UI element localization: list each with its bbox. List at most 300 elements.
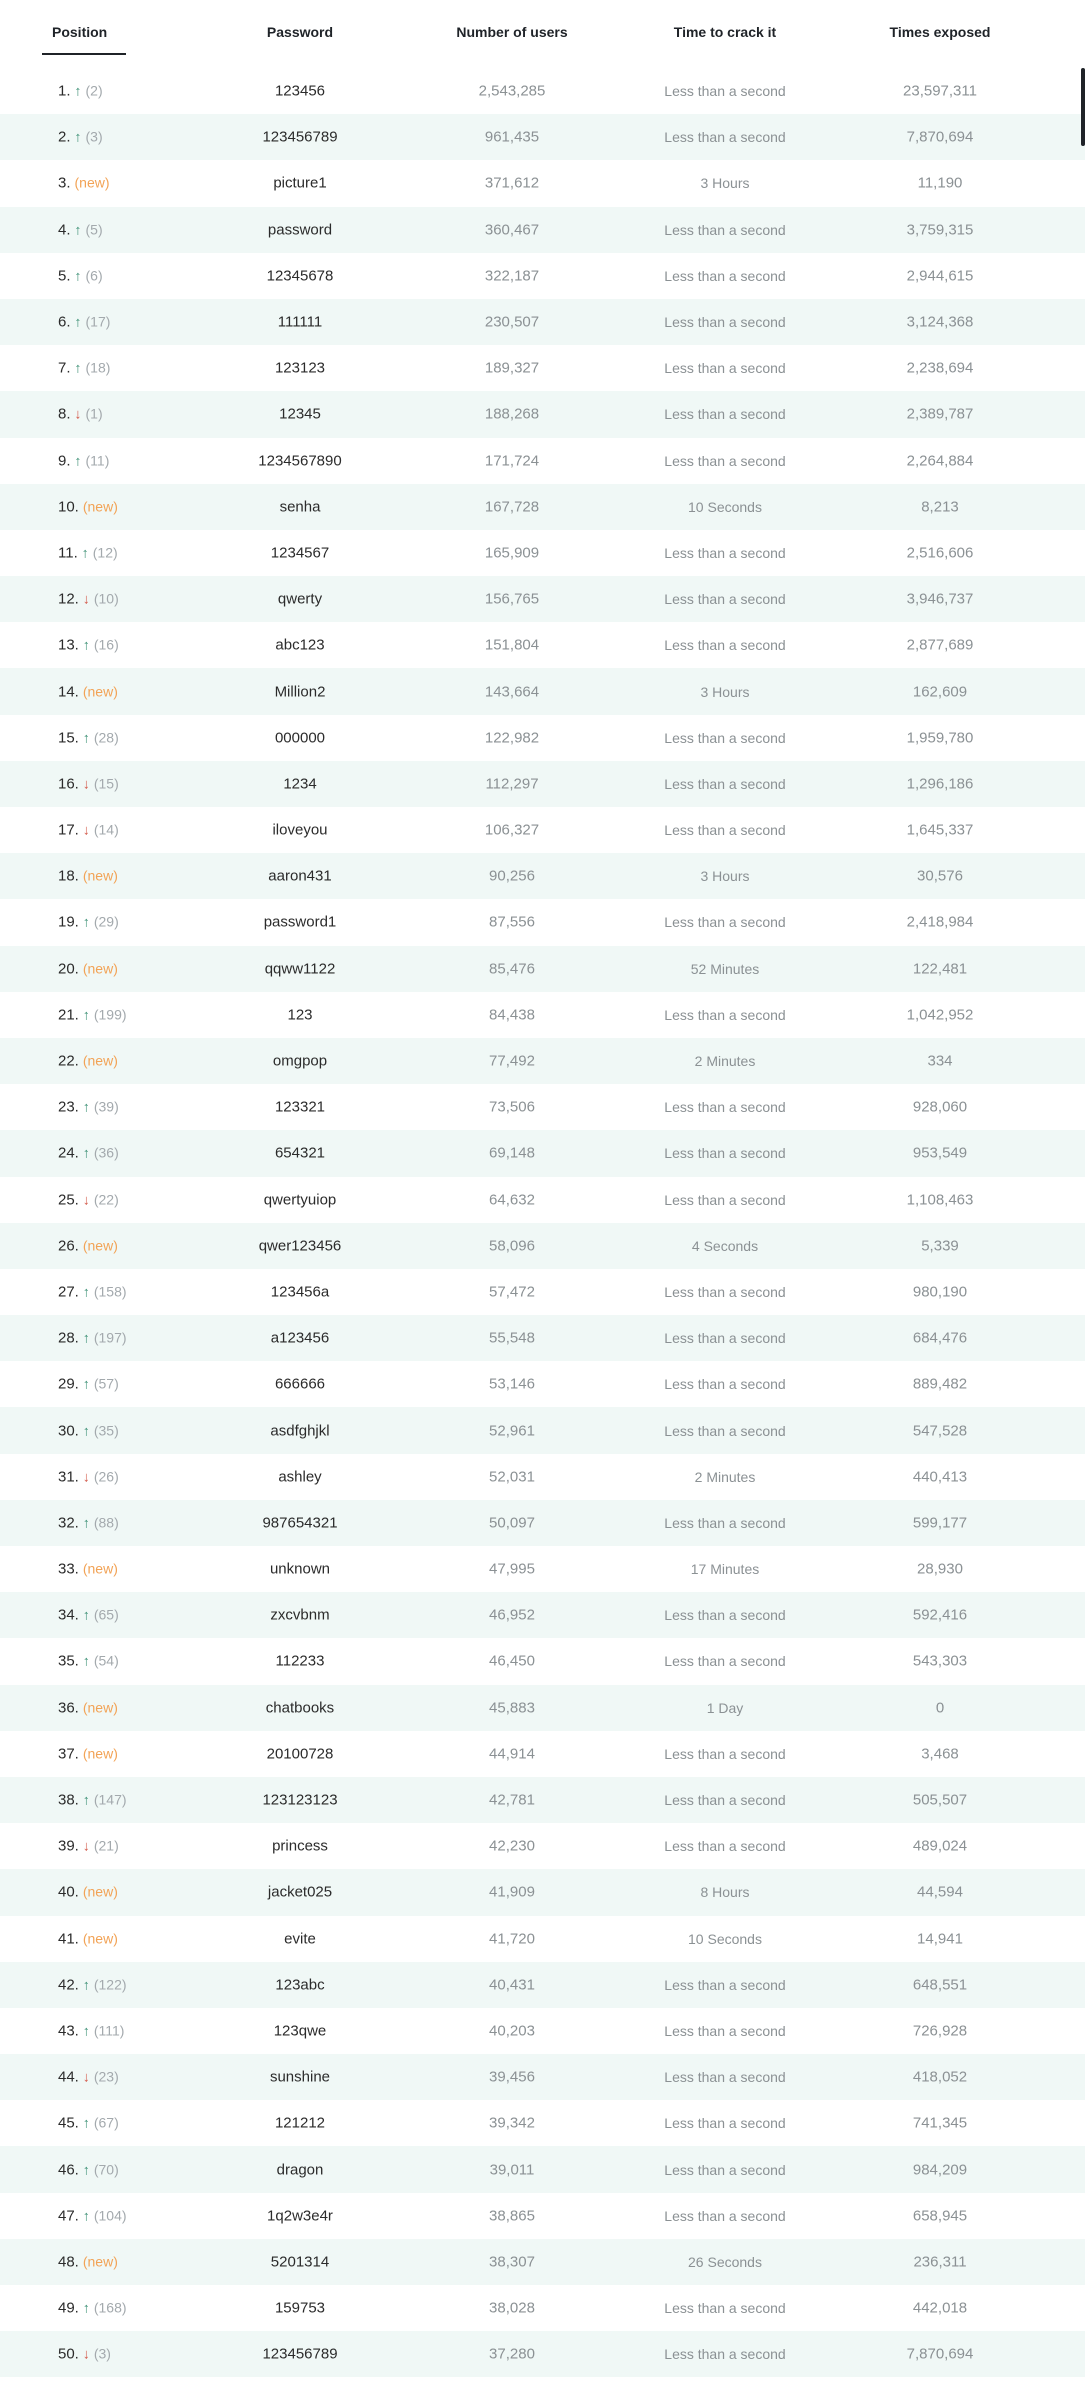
users-cell: 45,883 <box>489 1699 535 1717</box>
arrow-up-icon: ↑ <box>82 1329 90 1346</box>
previous-position: (11) <box>85 452 110 469</box>
password-cell: iloveyou <box>272 821 328 839</box>
table-row <box>0 1731 1085 1777</box>
position-cell <box>58 360 138 377</box>
users-cell: 38,307 <box>489 2253 535 2271</box>
times-exposed-cell: 2,389,787 <box>906 405 974 423</box>
password-cell: qwertyuiop <box>263 1191 337 1209</box>
password-cell: qwer123456 <box>258 1237 342 1255</box>
position-cell <box>58 1745 138 1762</box>
position-cell <box>58 1330 138 1347</box>
new-entry-badge: (new) <box>82 867 118 884</box>
time-to-crack-cell: 52 Minutes <box>690 960 760 977</box>
table-row <box>0 761 1085 807</box>
users-cell: 37,280 <box>489 2345 535 2363</box>
users-cell: 371,612 <box>484 174 540 192</box>
users-cell: 90,256 <box>489 867 535 885</box>
table-row <box>0 391 1085 437</box>
arrow-up-icon: ↑ <box>74 128 82 145</box>
times-exposed-cell: 3,124,368 <box>906 313 974 331</box>
column-header-users[interactable]: Number of users <box>456 24 568 40</box>
position-number: 12. <box>58 590 79 608</box>
table-row <box>0 2193 1085 2239</box>
times-exposed-cell: 741,345 <box>912 2114 968 2132</box>
times-exposed-cell: 505,507 <box>912 1791 968 1809</box>
time-to-crack-cell: Less than a second <box>664 2115 786 2132</box>
table-row <box>0 207 1085 253</box>
previous-position: (197) <box>93 1329 127 1346</box>
times-exposed-cell: 30,576 <box>917 867 963 885</box>
rank-change <box>83 1838 119 1854</box>
position-number: 37. <box>58 1745 79 1763</box>
users-cell: 39,342 <box>489 2114 535 2132</box>
arrow-up-icon: ↑ <box>82 2207 90 2224</box>
previous-position: (5) <box>85 221 103 238</box>
position-number: 28. <box>58 1329 79 1347</box>
password-cell: ashley <box>278 1468 322 1486</box>
previous-position: (2) <box>85 82 103 99</box>
previous-position: (147) <box>93 1791 127 1808</box>
position-number: 10. <box>58 498 79 516</box>
rank-change <box>83 2346 111 2362</box>
times-exposed-cell: 889,482 <box>912 1375 968 1393</box>
table-row <box>0 668 1085 714</box>
table-row <box>0 1685 1085 1731</box>
previous-position: (111) <box>93 2022 125 2039</box>
table-row <box>0 807 1085 853</box>
position-number: 30. <box>58 1422 79 1440</box>
time-to-crack-cell: Less than a second <box>664 822 786 839</box>
arrow-down-icon: ↓ <box>82 1191 90 1208</box>
time-to-crack-cell: 3 Hours <box>700 868 750 885</box>
users-cell: 39,456 <box>489 2068 535 2086</box>
position-number: 8. <box>58 405 71 423</box>
users-cell: 42,230 <box>489 1837 535 1855</box>
new-entry-badge: (new) <box>82 1745 118 1762</box>
position-number: 39. <box>58 1837 79 1855</box>
table-row <box>0 1177 1085 1223</box>
previous-position: (10) <box>93 590 119 607</box>
position-number: 43. <box>58 2022 79 2040</box>
time-to-crack-cell: Less than a second <box>664 1514 786 1531</box>
rank-change <box>75 221 103 237</box>
previous-position: (122) <box>93 1976 127 1993</box>
users-cell: 230,507 <box>484 313 540 331</box>
table-row <box>0 484 1085 530</box>
previous-position: (168) <box>93 2299 127 2316</box>
previous-position: (16) <box>93 636 119 653</box>
position-cell <box>58 2346 138 2363</box>
time-to-crack-cell: Less than a second <box>664 1422 786 1439</box>
position-number: 47. <box>58 2207 79 2225</box>
column-header-position[interactable]: Position <box>52 24 108 40</box>
users-cell: 53,146 <box>489 1375 535 1393</box>
time-to-crack-cell: Less than a second <box>664 1376 786 1393</box>
arrow-up-icon: ↑ <box>82 1791 90 1808</box>
password-cell: qqww1122 <box>264 960 336 978</box>
users-cell: 171,724 <box>484 452 540 470</box>
users-cell: 46,450 <box>489 1652 535 1670</box>
arrow-up-icon: ↑ <box>74 82 82 99</box>
rank-change <box>75 83 103 99</box>
times-exposed-cell: 44,594 <box>917 1883 963 1901</box>
password-cell: 654321 <box>274 1144 326 1162</box>
arrow-up-icon: ↑ <box>82 2114 90 2131</box>
position-cell <box>58 1699 138 1716</box>
rank-change <box>83 1330 127 1346</box>
position-cell <box>58 868 138 885</box>
position-number: 34. <box>58 1606 79 1624</box>
position-cell <box>58 1930 138 1947</box>
previous-position: (22) <box>93 1191 119 1208</box>
rank-change <box>75 175 110 191</box>
table-row <box>0 2239 1085 2285</box>
position-number: 25. <box>58 1191 79 1209</box>
password-cell: 123456a <box>270 1283 330 1301</box>
password-cell: 111111 <box>277 313 323 331</box>
time-to-crack-cell: 3 Hours <box>700 683 750 700</box>
position-cell <box>58 2253 138 2270</box>
password-cell: 123123 <box>274 359 326 377</box>
password-cell: evite <box>284 1930 316 1948</box>
new-entry-badge: (new) <box>82 960 118 977</box>
position-cell <box>58 1145 138 1162</box>
previous-position: (39) <box>93 1098 119 1115</box>
times-exposed-cell: 7,870,694 <box>906 128 974 146</box>
position-number: 18. <box>58 867 79 885</box>
times-exposed-cell: 980,190 <box>912 1283 968 1301</box>
position-number: 19. <box>58 913 79 931</box>
rank-change <box>83 2300 127 2316</box>
arrow-up-icon: ↑ <box>74 359 82 376</box>
time-to-crack-cell: Less than a second <box>664 1145 786 1162</box>
position-number: 11. <box>58 544 78 562</box>
users-cell: 50,097 <box>489 1514 535 1532</box>
times-exposed-cell: 658,945 <box>912 2207 968 2225</box>
table-row <box>0 1592 1085 1638</box>
password-cell: 121212 <box>274 2114 326 2132</box>
table-row <box>0 1823 1085 1869</box>
table-row <box>0 1315 1085 1361</box>
arrow-up-icon: ↑ <box>74 452 82 469</box>
previous-position: (14) <box>93 821 119 838</box>
users-cell: 44,914 <box>489 1745 535 1763</box>
rank-change <box>83 1145 119 1161</box>
position-cell <box>58 1191 138 1208</box>
arrow-up-icon: ↑ <box>82 1976 90 1993</box>
times-exposed-cell: 984,209 <box>912 2161 968 2179</box>
position-number: 13. <box>58 636 79 654</box>
time-to-crack-cell: 8 Hours <box>700 1884 750 1901</box>
password-cell: 123456 <box>274 82 326 100</box>
rank-change <box>75 360 111 376</box>
time-to-crack-cell: Less than a second <box>664 1792 786 1809</box>
arrow-up-icon: ↑ <box>82 636 90 653</box>
position-cell <box>58 2161 138 2178</box>
users-cell: 38,028 <box>489 2299 535 2317</box>
arrow-down-icon: ↓ <box>82 1837 90 1854</box>
previous-position: (67) <box>93 2114 119 2131</box>
arrow-down-icon: ↓ <box>82 821 90 838</box>
password-cell: princess <box>272 1837 328 1855</box>
position-number: 35. <box>58 1652 79 1670</box>
times-exposed-cell: 547,528 <box>912 1422 968 1440</box>
users-cell: 85,476 <box>489 960 535 978</box>
password-cell: 123456789 <box>262 128 338 146</box>
table-row <box>0 899 1085 945</box>
rank-change <box>83 498 118 514</box>
times-exposed-cell: 162,609 <box>912 683 968 701</box>
users-cell: 52,961 <box>489 1422 535 1440</box>
arrow-up-icon: ↑ <box>81 544 89 561</box>
password-cell: 123123123 <box>262 1791 338 1809</box>
table-row <box>0 299 1085 345</box>
time-to-crack-cell: 3 Hours <box>700 175 750 192</box>
password-cell: 20100728 <box>266 1745 334 1763</box>
password-cell: 987654321 <box>262 1514 338 1532</box>
password-cell: 123 <box>287 1006 313 1024</box>
rank-change <box>75 314 111 330</box>
times-exposed-cell: 14,941 <box>917 1930 963 1948</box>
column-header-exposed[interactable]: Times exposed <box>889 24 991 40</box>
rank-change <box>83 914 119 930</box>
users-cell: 961,435 <box>484 128 540 146</box>
times-exposed-cell: 7,870,694 <box>906 2345 974 2363</box>
times-exposed-cell: 684,476 <box>912 1329 968 1347</box>
password-cell: 123456789 <box>262 2345 338 2363</box>
times-exposed-cell: 2,944,615 <box>906 267 974 285</box>
previous-position: (12) <box>92 544 118 561</box>
rank-change <box>83 729 119 745</box>
position-number: 5. <box>58 267 71 285</box>
users-cell: 42,781 <box>489 1791 535 1809</box>
users-cell: 106,327 <box>484 821 540 839</box>
arrow-up-icon: ↑ <box>82 1283 90 1300</box>
time-to-crack-cell: Less than a second <box>664 2161 786 2178</box>
password-cell: 112233 <box>275 1652 325 1670</box>
position-cell <box>58 1468 138 1485</box>
rank-change <box>83 1191 119 1207</box>
rank-change <box>83 1745 118 1761</box>
time-to-crack-cell: Less than a second <box>664 406 786 423</box>
previous-position: (65) <box>93 1606 119 1623</box>
rank-change <box>83 1653 119 1669</box>
users-cell: 189,327 <box>484 359 540 377</box>
times-exposed-cell: 0 <box>935 1699 945 1717</box>
position-cell <box>58 2300 138 2317</box>
table-header <box>0 0 1085 58</box>
times-exposed-cell: 11,190 <box>917 174 963 192</box>
new-entry-badge: (new) <box>82 1883 118 1900</box>
table-row <box>0 1916 1085 1962</box>
table-row <box>0 530 1085 576</box>
time-to-crack-cell: Less than a second <box>664 2207 786 2224</box>
users-cell: 322,187 <box>484 267 540 285</box>
position-cell <box>58 1653 138 1670</box>
rank-change <box>83 1006 127 1022</box>
new-entry-badge: (new) <box>82 2253 118 2270</box>
position-number: 24. <box>58 1144 79 1162</box>
times-exposed-cell: 2,877,689 <box>906 636 974 654</box>
users-cell: 87,556 <box>489 913 535 931</box>
password-cell: 123qwe <box>273 2022 327 2040</box>
arrow-down-icon: ↓ <box>82 2068 90 2085</box>
table-row <box>0 946 1085 992</box>
position-cell <box>58 822 138 839</box>
position-number: 26. <box>58 1237 79 1255</box>
previous-position: (26) <box>93 1468 119 1485</box>
password-cell: password <box>267 221 333 239</box>
rank-change <box>83 2069 119 2085</box>
rank-change <box>83 868 118 884</box>
times-exposed-cell: 928,060 <box>912 1098 968 1116</box>
new-entry-badge: (new) <box>74 174 110 191</box>
arrow-down-icon: ↓ <box>82 775 90 792</box>
time-to-crack-cell: Less than a second <box>664 1976 786 1993</box>
times-exposed-cell: 489,024 <box>912 1837 968 1855</box>
new-entry-badge: (new) <box>82 683 118 700</box>
rank-change <box>83 2207 127 2223</box>
rank-change <box>83 637 119 653</box>
password-cell: senha <box>279 498 321 516</box>
table-row <box>0 1869 1085 1915</box>
time-to-crack-cell: Less than a second <box>664 914 786 931</box>
times-exposed-cell: 3,759,315 <box>906 221 974 239</box>
position-number: 7. <box>58 359 71 377</box>
table-row <box>0 68 1085 114</box>
time-to-crack-cell: Less than a second <box>664 591 786 608</box>
previous-position: (57) <box>93 1375 119 1392</box>
password-cell: jacket025 <box>267 1883 333 1901</box>
times-exposed-cell: 442,018 <box>912 2299 968 2317</box>
previous-position: (18) <box>85 359 111 376</box>
previous-position: (21) <box>93 1837 119 1854</box>
password-cell: aaron431 <box>268 867 332 885</box>
position-cell <box>58 1792 138 1809</box>
position-cell <box>58 1283 138 1300</box>
table-row <box>0 2100 1085 2146</box>
position-cell <box>58 221 138 238</box>
arrow-up-icon: ↑ <box>82 1006 90 1023</box>
column-header-password[interactable]: Password <box>266 24 334 40</box>
position-cell <box>58 637 138 654</box>
rank-change <box>83 1699 118 1715</box>
table-row <box>0 2331 1085 2377</box>
rank-change <box>83 1099 119 1115</box>
arrow-down-icon: ↓ <box>74 405 82 422</box>
position-cell <box>58 2022 138 2039</box>
column-header-time[interactable]: Time to crack it <box>673 24 777 40</box>
table-row <box>0 2285 1085 2331</box>
time-to-crack-cell: Less than a second <box>664 1838 786 1855</box>
rank-change <box>83 2161 119 2177</box>
password-cell: unknown <box>269 1560 331 1578</box>
position-cell <box>58 498 138 515</box>
users-cell: 64,632 <box>489 1191 535 1209</box>
rank-change <box>75 452 110 468</box>
rank-change <box>83 1607 119 1623</box>
users-cell: 360,467 <box>484 221 540 239</box>
users-cell: 55,548 <box>489 1329 535 1347</box>
users-cell: 73,506 <box>489 1098 535 1116</box>
table-row <box>0 1038 1085 1084</box>
times-exposed-cell: 8,213 <box>921 498 959 516</box>
password-cell: Million2 <box>274 683 326 701</box>
position-number: 50. <box>58 2345 79 2363</box>
previous-position: (3) <box>93 2345 111 2362</box>
times-exposed-cell: 5,339 <box>921 1237 959 1255</box>
users-cell: 188,268 <box>484 405 540 423</box>
password-cell: abc123 <box>275 636 325 654</box>
position-cell <box>58 544 138 561</box>
password-cell: omgpop <box>272 1052 328 1070</box>
time-to-crack-cell: 10 Seconds <box>688 1930 762 1947</box>
table-row <box>0 114 1085 160</box>
arrow-up-icon: ↑ <box>82 1375 90 1392</box>
users-cell: 57,472 <box>489 1283 535 1301</box>
users-cell: 41,720 <box>489 1930 535 1948</box>
previous-position: (15) <box>93 775 119 792</box>
arrow-up-icon: ↑ <box>82 1606 90 1623</box>
rank-change <box>83 775 119 791</box>
users-cell: 112,297 <box>485 775 539 793</box>
rank-change <box>83 1237 118 1253</box>
arrow-up-icon: ↑ <box>82 913 90 930</box>
time-to-crack-cell: Less than a second <box>664 1330 786 1347</box>
time-to-crack-cell: Less than a second <box>664 221 786 238</box>
position-number: 46. <box>58 2161 79 2179</box>
arrow-up-icon: ↑ <box>82 1652 90 1669</box>
position-cell <box>58 1884 138 1901</box>
password-cell: password1 <box>263 913 337 931</box>
position-cell <box>58 1422 138 1439</box>
rank-change <box>75 267 103 283</box>
rank-change <box>83 1053 118 1069</box>
password-cell: 123abc <box>275 1976 325 1994</box>
users-cell: 165,909 <box>484 544 540 562</box>
position-cell <box>58 683 138 700</box>
position-cell <box>58 2207 138 2224</box>
time-to-crack-cell: Less than a second <box>664 2069 786 2086</box>
users-cell: 2,543,285 <box>478 82 546 100</box>
time-to-crack-cell: Less than a second <box>664 729 786 746</box>
rank-change <box>75 406 103 422</box>
table-row <box>0 2054 1085 2100</box>
position-number: 6. <box>58 313 71 331</box>
users-cell: 39,011 <box>489 2161 535 2179</box>
position-number: 45. <box>58 2114 79 2132</box>
arrow-up-icon: ↑ <box>82 1098 90 1115</box>
rank-change <box>83 1884 118 1900</box>
users-cell: 58,096 <box>489 1237 535 1255</box>
table-row <box>0 1269 1085 1315</box>
position-number: 40. <box>58 1883 79 1901</box>
times-exposed-cell: 1,645,337 <box>906 821 974 839</box>
scrollbar[interactable] <box>1081 68 1085 146</box>
times-exposed-cell: 236,311 <box>913 2253 967 2271</box>
new-entry-badge: (new) <box>82 1930 118 1947</box>
position-number: 27. <box>58 1283 79 1301</box>
position-cell <box>58 267 138 284</box>
time-to-crack-cell: Less than a second <box>664 83 786 100</box>
table-row <box>0 622 1085 668</box>
arrow-up-icon: ↑ <box>74 221 82 238</box>
position-cell <box>58 1976 138 1993</box>
users-cell: 40,203 <box>489 2022 535 2040</box>
position-number: 22. <box>58 1052 79 1070</box>
time-to-crack-cell: Less than a second <box>664 2022 786 2039</box>
table-row <box>0 1084 1085 1130</box>
